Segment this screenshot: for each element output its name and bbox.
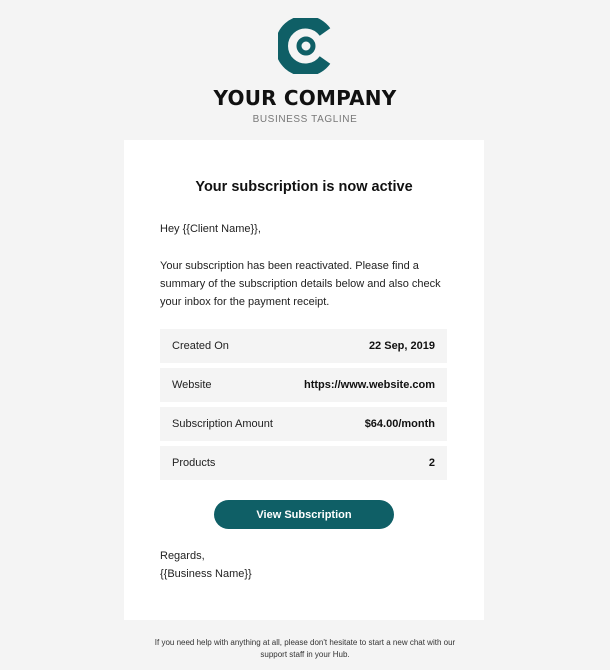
detail-row-created-on xyxy=(160,329,447,363)
detail-row-products xyxy=(160,446,447,480)
company-name: YOUR COMPANY xyxy=(213,86,397,110)
detail-label: Created On xyxy=(172,340,229,352)
body-line: Your subscription has been reactivated. Please find a xyxy=(160,260,419,272)
footer-line: If you need help with anything at all, please don't hesitate to start a new chat with our xyxy=(154,638,456,647)
signature-text: {{Business Name}} xyxy=(160,568,252,580)
sign-off-text: Regards, xyxy=(160,550,205,562)
detail-value: 2 xyxy=(428,457,435,469)
detail-label: Products xyxy=(172,457,216,469)
footer-help-text xyxy=(145,637,465,661)
company-logo-icon xyxy=(278,18,334,74)
email-card xyxy=(124,140,484,620)
detail-label: Subscription Amount xyxy=(172,418,273,430)
body-line: your inbox for the payment receipt. xyxy=(160,296,330,308)
detail-row-subscription-amount xyxy=(160,407,447,441)
body-paragraph xyxy=(160,257,454,311)
footer-line: support staff in your Hub. xyxy=(260,650,350,659)
detail-row-website xyxy=(160,368,447,402)
business-tagline: BUSINESS TAGLINE xyxy=(252,114,358,125)
detail-value: 22 Sep, 2019 xyxy=(368,340,435,352)
greeting-text: Hey {{Client Name}}, xyxy=(160,223,261,235)
email-title: Your subscription is now active xyxy=(195,179,413,195)
body-line: summary of the subscription details below and also check xyxy=(160,278,441,290)
detail-label: Website xyxy=(172,379,212,391)
website-link[interactable]: https://www.website.com xyxy=(304,379,435,391)
view-subscription-button[interactable]: View Subscription xyxy=(214,500,394,529)
detail-value: $64.00/month xyxy=(364,418,435,430)
